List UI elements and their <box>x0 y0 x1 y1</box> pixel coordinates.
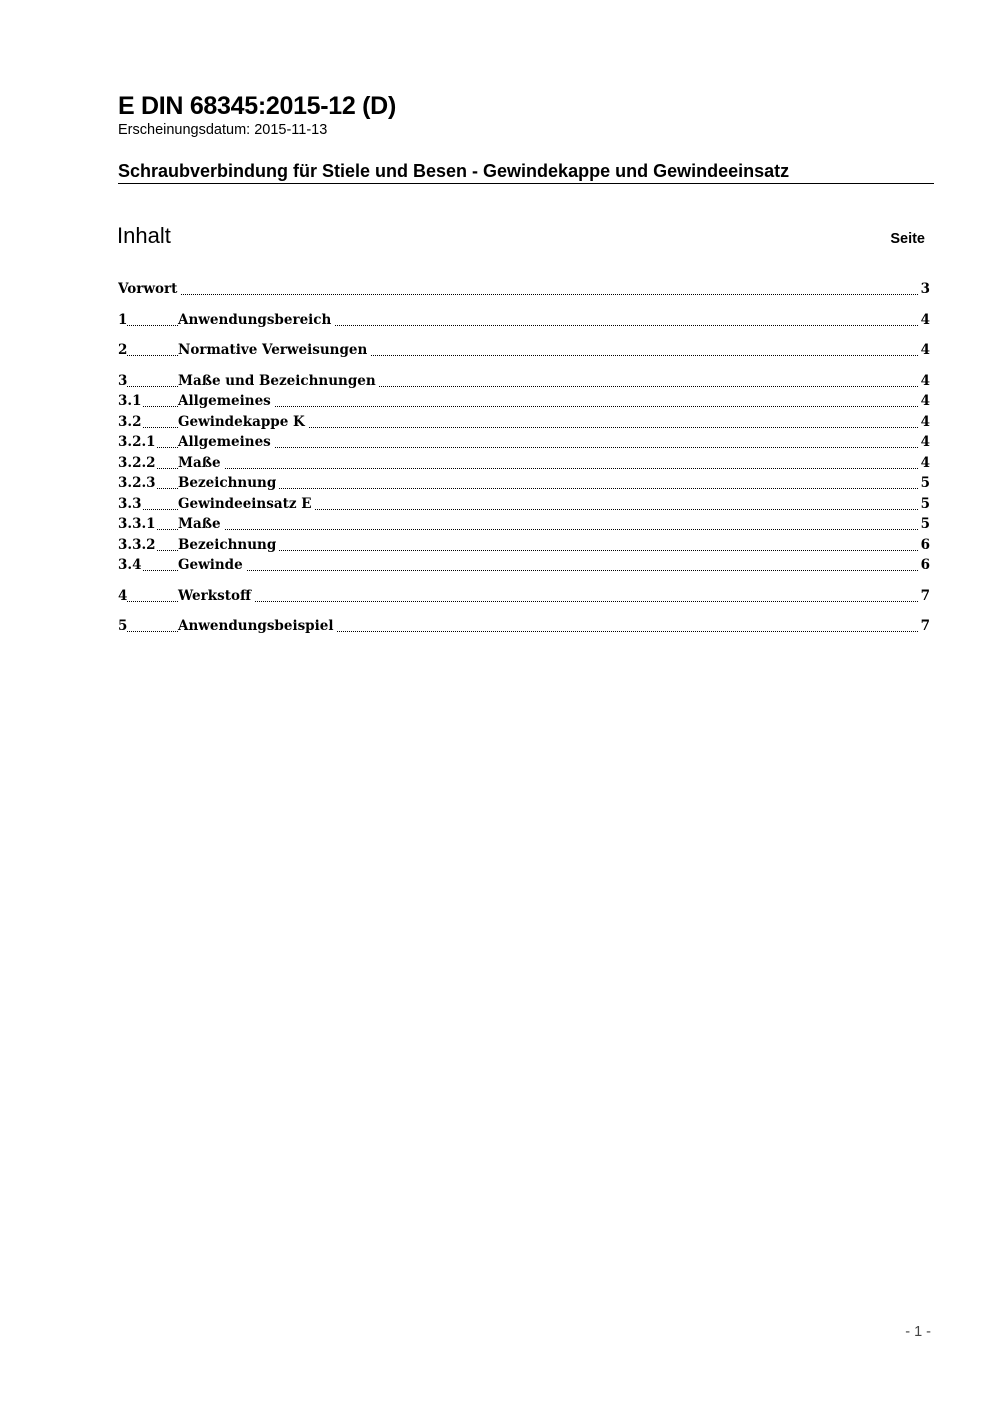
toc-entry-text: Gewindeeinsatz E <box>178 494 314 515</box>
toc-entry-number: 4 <box>118 586 127 607</box>
toc-entry-number: 3.3 <box>118 494 142 515</box>
toc-entry-page: 4 <box>919 391 930 412</box>
toc-entry-number: 3.2.2 <box>118 453 156 474</box>
toc-entry-number: 1 <box>118 310 127 331</box>
document-title: Schraubverbindung für Stiele und Besen - Gewindekappe und Gewindeeinsatz <box>118 160 934 184</box>
toc-entry-3-2-1[interactable] <box>118 432 930 453</box>
toc-entry-4[interactable] <box>118 586 930 607</box>
toc-entry-1[interactable] <box>118 310 930 331</box>
toc-entry-3-2-2[interactable] <box>118 453 930 474</box>
toc-entry-page: 4 <box>919 310 930 331</box>
toc-entry-number: 3.1 <box>118 391 142 412</box>
toc-entry-text: Allgemeines <box>178 391 274 412</box>
toc-entry-text: Anwendungsbeispiel <box>178 616 336 637</box>
table-of-contents <box>118 279 930 637</box>
toc-entry-3-3-1[interactable] <box>118 514 930 535</box>
toc-entry-text: Normative Verweisungen <box>178 340 370 361</box>
toc-entry-page: 7 <box>919 616 930 637</box>
toc-entry-number: 3 <box>118 371 127 392</box>
page-number: - 1 - <box>905 1324 931 1340</box>
toc-entry-3-1[interactable] <box>118 391 930 412</box>
toc-entry-page: 6 <box>919 555 930 576</box>
toc-entry-3-3[interactable] <box>118 494 930 515</box>
toc-entry-number: 5 <box>118 616 127 637</box>
toc-entry-text: Werkstoff <box>178 586 254 607</box>
toc-entry-number: 3.3.1 <box>118 514 156 535</box>
toc-entry-text: Gewinde <box>178 555 246 576</box>
toc-entry-2[interactable] <box>118 340 930 361</box>
document-id: E DIN 68345:2015-12 (D) <box>118 92 396 120</box>
toc-entry-page: 4 <box>919 371 930 392</box>
publication-date: Erscheinungsdatum: 2015-11-13 <box>118 122 328 138</box>
toc-entry-5[interactable] <box>118 616 930 637</box>
toc-entry-number: 3.2 <box>118 412 142 433</box>
toc-entry-text: Bezeichnung <box>178 473 279 494</box>
toc-entry-3[interactable] <box>118 371 930 392</box>
toc-entry-page: 3 <box>919 279 930 300</box>
toc-heading: Inhalt <box>117 223 171 248</box>
toc-entry-number: 3.2.3 <box>118 473 156 494</box>
toc-entry-page: 4 <box>919 453 930 474</box>
toc-entry-page: 5 <box>919 514 930 535</box>
toc-entry-3-2[interactable] <box>118 412 930 433</box>
toc-entry-text: Anwendungsbereich <box>178 310 334 331</box>
toc-entry-page: 6 <box>919 535 930 556</box>
toc-entry-foreword[interactable] <box>118 279 930 300</box>
toc-entry-text: Maße <box>178 453 224 474</box>
toc-entry-page: 5 <box>919 473 930 494</box>
toc-entry-page: 4 <box>919 412 930 433</box>
toc-entry-text: Allgemeines <box>178 432 274 453</box>
toc-entry-text: Vorwort <box>118 279 180 300</box>
toc-entry-text: Maße <box>178 514 224 535</box>
toc-page-column-label: Seite <box>890 231 925 247</box>
toc-entry-page: 4 <box>919 340 930 361</box>
toc-entry-3-4[interactable] <box>118 555 930 576</box>
toc-entry-page: 5 <box>919 494 930 515</box>
toc-entry-number: 3.3.2 <box>118 535 156 556</box>
toc-entry-text: Maße und Bezeichnungen <box>178 371 379 392</box>
toc-entry-number: 3.4 <box>118 555 142 576</box>
toc-entry-3-3-2[interactable] <box>118 535 930 556</box>
toc-entry-text: Gewindekappe K <box>178 412 308 433</box>
toc-entry-number: 2 <box>118 340 127 361</box>
toc-entry-text: Bezeichnung <box>178 535 279 556</box>
toc-entry-3-2-3[interactable] <box>118 473 930 494</box>
toc-entry-page: 4 <box>919 432 930 453</box>
toc-entry-number: 3.2.1 <box>118 432 156 453</box>
toc-entry-page: 7 <box>919 586 930 607</box>
